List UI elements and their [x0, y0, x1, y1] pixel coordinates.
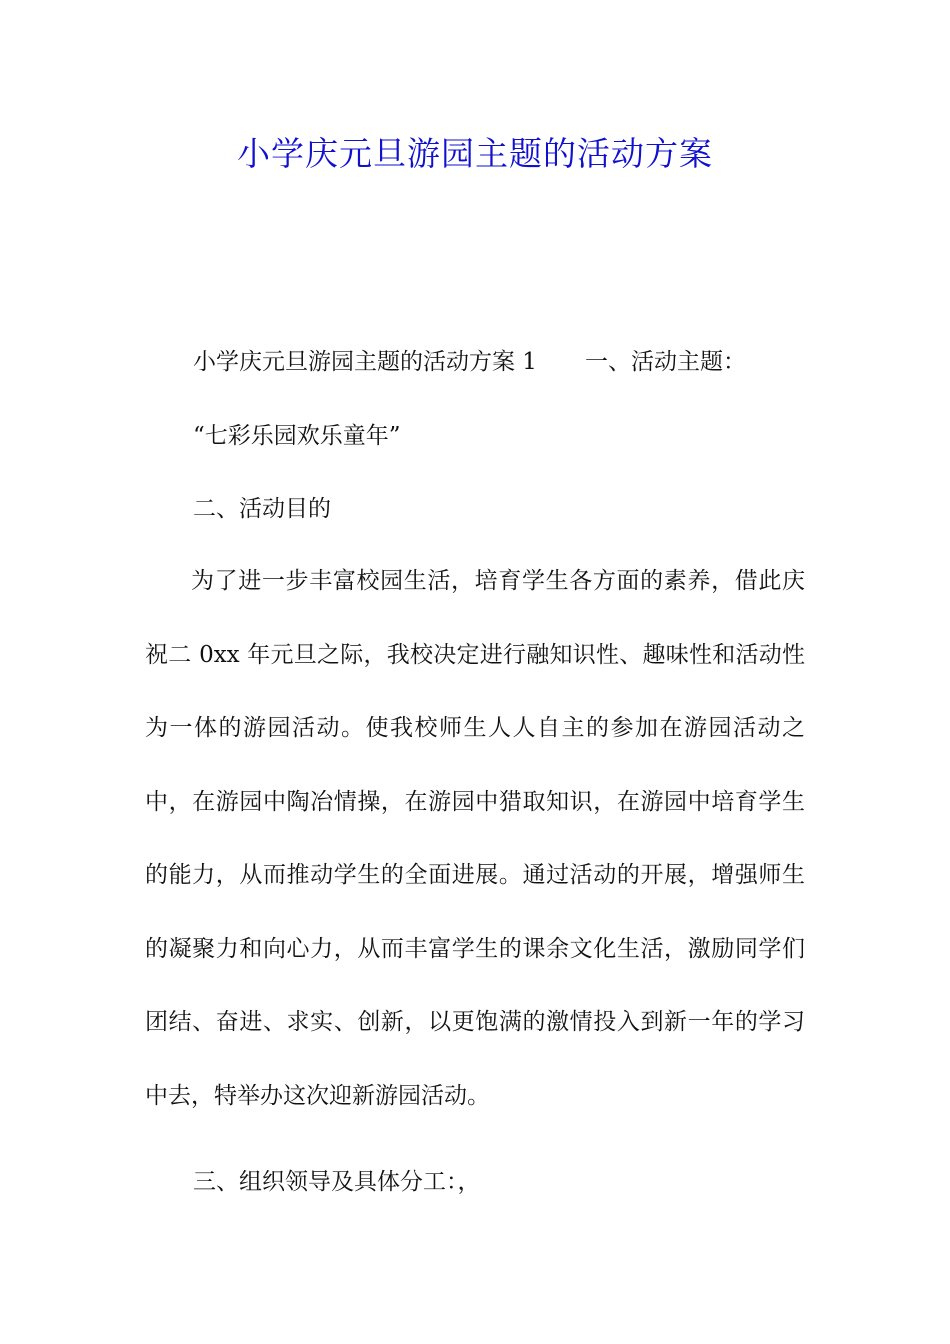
activity-theme: “七彩乐园欢乐童年” [193, 423, 401, 449]
section2-body: 为了进一步丰富校园生活，培育学生各方面的素养，借此庆祝二 0xx 年元旦之际，我校决定进行融知识性、趣味性和活动性为一体的游园活动。使我校师生人人自主的参加在游园活动之中，在游园中陶冶情操，在游园中猎取知识，在游园中培育学生的能力，从而推动学生的全面进展。通过活动的开展，增强师生的凝聚力和向心力，从而丰富学生的课余文化生活，激励同学们团结、奋进、求实、创新，以更饱满的激情投入到新一年的学习中去，特举办这次迎新游园活动。 [145, 568, 805, 1109]
heading-line [193, 342, 746, 382]
section3-heading: 三、组织领导及具体分工：， [193, 1169, 481, 1195]
plan-heading: 小学庆元旦游园主题的活动方案 1 [193, 349, 537, 375]
document-title: 小学庆元旦游园主题的活动方案 [237, 134, 713, 173]
section1-heading: 一、活动主题： [584, 349, 746, 375]
section2-heading: 二、活动目的 [193, 496, 331, 522]
